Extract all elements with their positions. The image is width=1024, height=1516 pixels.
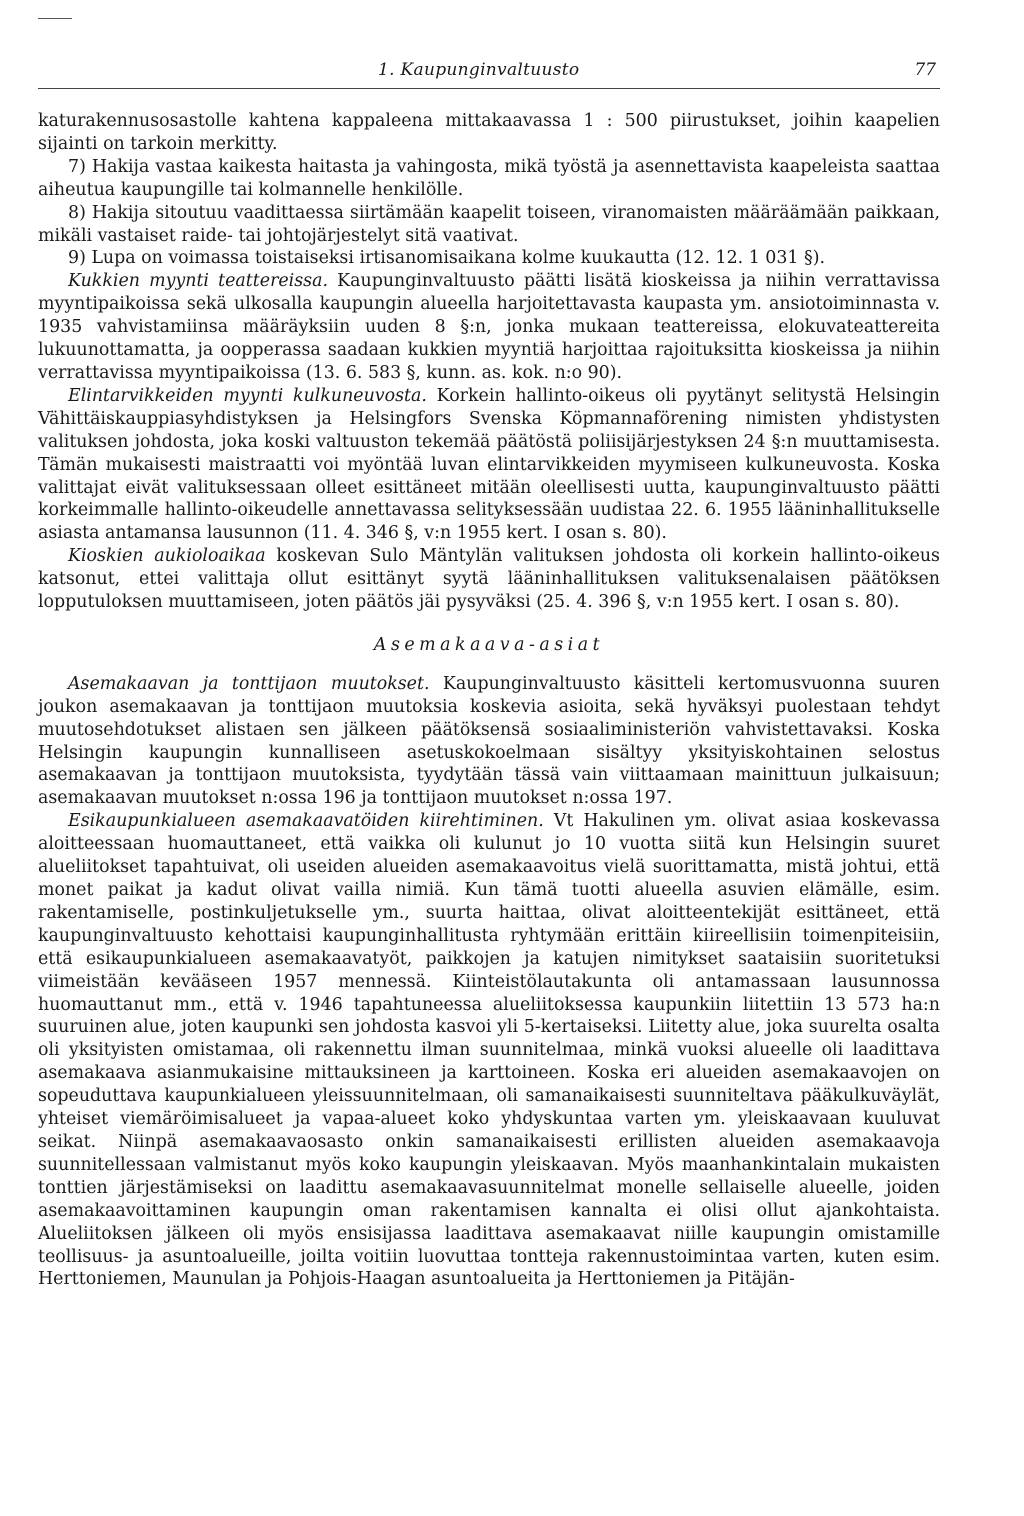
paragraph: katurakennusosastolle kahtena kappaleena mittakaavassa 1 : 500 piirustukset, joihin kaapelien sijainti on tarkoin merkitty. <box>38 111 940 154</box>
paragraph: 9) Lupa on voimassa toistaiseksi irtisanomisaikana kolme kuukautta (12. 12. 1 031 §). <box>68 248 826 269</box>
page-number: 77 <box>914 60 936 80</box>
running-header <box>38 58 940 89</box>
running-title: 1. Kaupunginvaltuusto <box>378 60 580 80</box>
section-heading: Asemakaava-asiat <box>373 634 605 655</box>
paragraph-lead: Esikaupunkialueen asemakaavatöiden kiirehtiminen. <box>68 811 544 832</box>
paragraph-text: Kaupunginvaltuusto päätti lisätä kioskeissa ja niihin verrattavissa myyntipaikoissa sekä ulkosalla kaupungin alueella harjoitettavasta kaupasta ym. ansiotoiminnasta v. 1935 vahvistamiinsa määräyksiin uuden 8 §:n, jonka mukaan teattereissa, elokuvateattereita lukuunottamatta, ja oopperassa saadaan kukkien myyntiä harjoittaa rajoituksitta kioskeissa ja niihin verrattavissa myyntipaikoissa (13. 6. 583 §, kunn. as. kok. n:o 90). <box>38 271 940 383</box>
paragraph-text: Vt Hakulinen ym. olivat asiaa koskevassa aloitteessaan huomauttaneet, että vaikka oli kulunut jo 10 vuotta siitä kun Helsingin suuret alueliitokset tapahtuivat, oli useiden alueiden asemakaavoitus vielä suorittamatta, mistä johtui, että monet paikat ja kadut olivat vailla nimiä. Kun tämä tuotti alueella asuvien elämälle, esim. rakentamiselle, postinkuljetukselle ym., suurta haittaa, olivat aloitteentekijät esittäneet, että kaupunginvaltuusto kehottaisi kaupunginhallitusta ryhtymään erittäin kiireellisiin toimenpiteisiin, että esikaupunkialueen asemakaavatyöt, paikkojen ja katujen nimitykset saataisiin suoritetuksi viimeistään kevääseen 1957 mennessä. Kiinteistölautakunta oli antamassaan lausunnossa huomauttanut mm., että v. 1946 tapahtuneessa alueliitoksessa kaupunkiin liitettiin 13 573 ha:n suuruinen alue, joten kaupunki sen johdosta kasvoi yli 5-kertaiseksi. Liitetty alue, joka suurelta osalta oli yksityisten omistamaa, oli rakennettu ilman suunnitelmaa, minkä vuoksi alueelle oli laadittava asemakaava asianmukaisine mittauksineen ja karttoineen. Koska eri alueiden asemakaavojen on sopeuduttava kaupunkialueen yleissuunnitelmaan, oli samanaikaisesti suunniteltava pääkulkuväylät, yhteiset viemäröimisalueet ja vapaa-alueet koko yhdyskuntaa varten ym. yleiskaavaan kuuluvat seikat. Niinpä asemakaavaosasto onkin samanaikaisesti erillisten alueiden asemakaavoja suunnitellessaan valmistanut myös koko kaupungin yleiskaavan. Myös maanhankintalain mukaisten tonttien järjestämiseksi on laadittu asemakaavasuunnitelmat monelle sellaiselle alueelle, joiden asemakaavoittaminen kaupungin oman rakentamisen kannalta ei olisi ollut ajankohtaista. Alueliitoksen jälkeen oli myös ensisijassa laadittava asemakaavat niille kaupungin omistamille teollisuus- ja asuntoalueille, joilta voitiin luovuttaa tontteja rakennustoimintaa varten, kuten esim. Herttoniemen, Maunulan ja Pohjois-Haagan asuntoalueita ja Herttoniemen ja Pitäjän- <box>38 811 940 1290</box>
paragraph-lead: Elintarvikkeiden myynti kulkuneuvosta. <box>68 385 427 406</box>
paragraph-text: koskevan Sulo Mäntylän valituksen johdosta oli korkein hallinto-oikeus katsonut, ettei valittaja ollut esittänyt syytä lääninhallituksen valituksenalaisen päätöksen lopputuloksen muuttamiseen, joten päätös jäi pysyväksi (25. 4. 396 §, v:n 1955 kert. I osan s. 80). <box>38 546 940 613</box>
paragraph: 8) Hakija sitoutuu vaadittaessa siirtämään kaapelit toiseen, viranomaisten määräämään paikkaan, mikäli vastaiset raide- tai johtojärjestelyt sitä vaativat. <box>38 202 940 246</box>
paragraph-text: Kaupunginvaltuusto käsitteli kertomusvuonna suuren joukon asemakaavan ja tonttijaon muutoksia koskevia asioita, sekä hyväksyi puolestaan tehdyt muutosehdotukset alistaen sen jälkeen päätöksensä sosiaaliministeriön vahvistettavaksi. Koska Helsingin kaupungin kunnalliseen asetuskokoelmaan sisältyy yksityiskohtainen selostus asemakaavan ja tonttijaon muutoksista, tyydytään tässä vain viittaamaan mainittuun julkaisuun; asemakaavan muutokset n:ossa 196 ja tonttijaon muutokset n:ossa 197. <box>38 673 940 809</box>
paragraph <box>38 270 940 385</box>
paragraph-text: Korkein hallinto-oikeus oli pyytänyt selitystä Helsingin Vähittäiskauppiasyhdistyksen ja Helsingfors Svenska Köpmannaförening nimisten yhdistysten valituksen johdosta, joka koski valtuuston tekemää päätöstä poliisijärjestyksen 24 §:n muuttamisesta. Tämän mukaisesti maistraatti voi myöntää luvan elintarvikkeiden myymiseen kulkuneuvosta. Koska valittajat eivät valituksessaan olleet esittäneet mitään oleellisesti uutta, kaupunginvaltuusto päätti korkeimmalle hallinto-oikeudelle annettavassa selityksessään uudistaa 22. 6. 1955 lääninhallitukselle asiasta antamansa lausunnon (11. 4. 346 §, v:n 1955 kert. I osan s. 80). <box>38 385 940 544</box>
paragraph <box>38 385 940 545</box>
document-page <box>38 0 940 1516</box>
paragraph <box>38 810 940 1291</box>
paragraph-lead: Kioskien aukioloaikaa <box>68 546 266 567</box>
paragraph: 7) Hakija vastaa kaikesta haitasta ja vahingosta, mikä työstä ja asennettavista kaapeleista saattaa aiheutua kaupungille tai kolmannelle henkilölle. <box>38 156 940 200</box>
paragraph <box>38 545 940 614</box>
paragraph <box>38 673 940 810</box>
paragraph-lead: Kukkien myynti teattereissa. <box>68 271 328 292</box>
body-text <box>38 110 940 1291</box>
scan-mark <box>38 18 72 19</box>
paragraph-lead: Asemakaavan ja tonttijaon muutokset. <box>68 673 430 694</box>
